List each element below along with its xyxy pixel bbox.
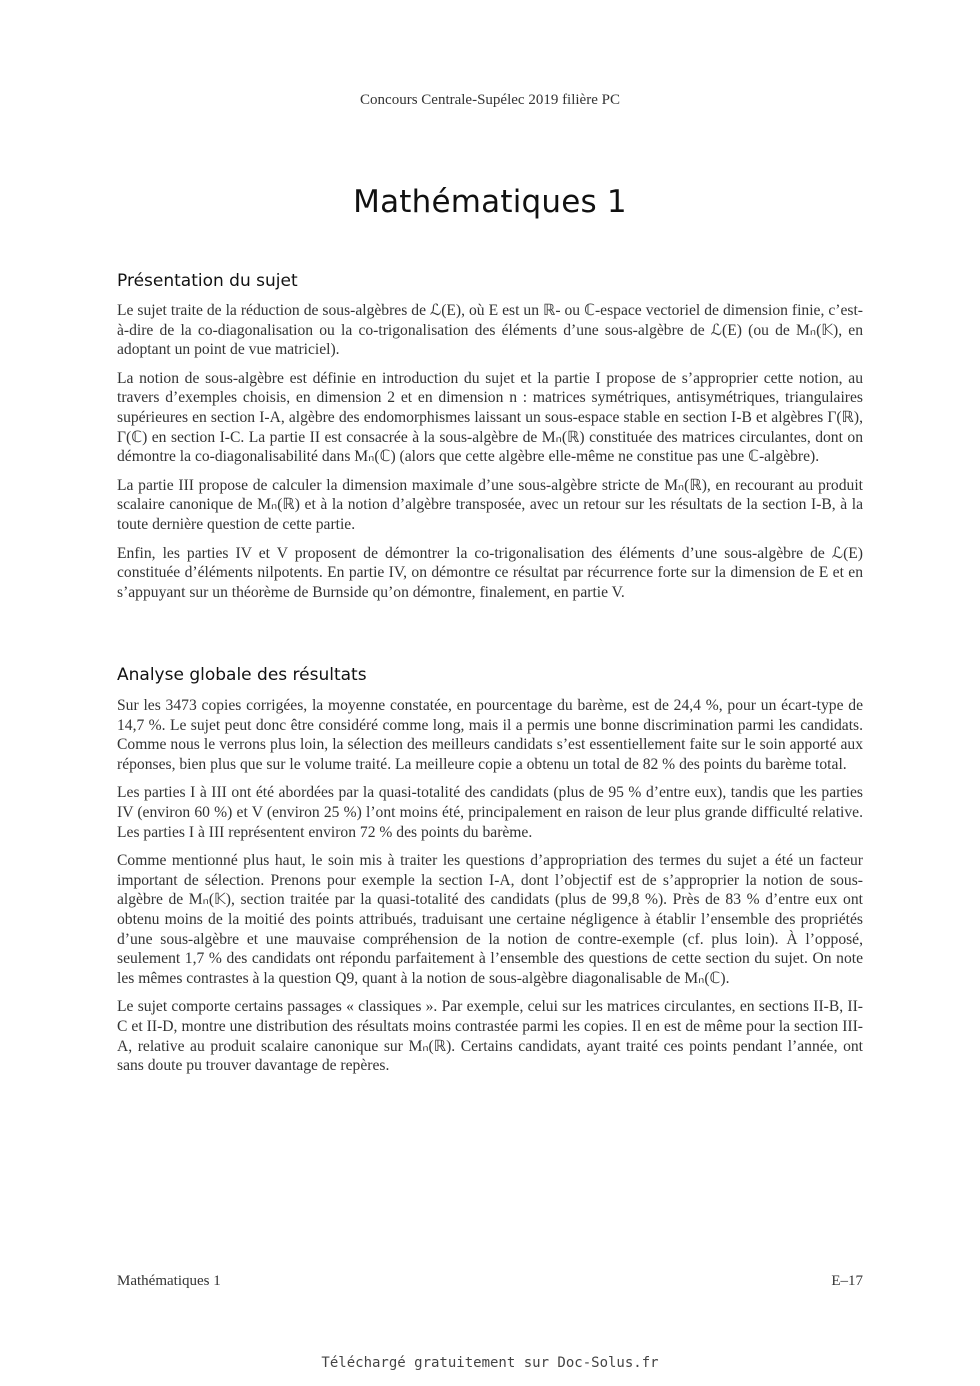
page-title: Mathématiques 1 (353, 184, 627, 220)
paragraph: Les parties I à III ont été abordées par la quasi-totalité des candidats (plus de 95 % d’entre eux), tandis que les parties IV (environ 60 %) et V (environ 25 %) l’ont moins été, principalement en raison de leur plus grande difficulté relative. Les parties I à III représentent environ 72 % des points du barème. (117, 784, 863, 841)
paragraph: La partie III propose de calculer la dimension maximale d’une sous-algèbre stricte de Mₙ(ℝ), en recourant au produit scalaire canonique de Mₙ(ℝ) et à la notion d’algèbre transposée, avec un retour sur les résultats de la section I-B, à la toute dernière question de cette partie. (117, 476, 863, 533)
section-body-analyse (117, 696, 863, 1085)
download-note: Téléchargé gratuitement sur Doc-Solus.fr (321, 1355, 659, 1371)
paragraph: La notion de sous-algèbre est définie en introduction du sujet et la partie I propose de s’approprier cette notion, au travers d’exemples choisis, en dimension 2 et en dimension n : matrices symétriques, antisymétriques, triangulaires supérieures en section I-A, algèbre des endomorphismes laissant un sous-espace stable en section I-B et algèbres Γ(ℝ), Γ(ℂ) en section I-C. La partie II est consacrée à la sous-algèbre de Mₙ(ℝ) constituée des matrices circulantes, dont on démontre la co-diagonalisabilité dans Mₙ(ℂ) (alors que cette algèbre elle-même ne constitue pas une ℂ-algèbre). (117, 369, 863, 466)
running-head: Concours Centrale-Supélec 2019 filière PC (360, 92, 620, 108)
footer-subject: Mathématiques 1 (117, 1273, 221, 1289)
section-heading-analyse: Analyse globale des résultats (117, 665, 367, 685)
section-body-presentation (117, 301, 863, 611)
paragraph: Sur les 3473 copies corrigées, la moyenne constatée, en pourcentage du barème, est de 24,4 %, pour un écart-type de 14,7 %. Le sujet peut donc être considéré comme long, mais il a permis une bonne discrimination parmi les candidats. Comme nous le verrons plus loin, la sélection des meilleurs candidats s’est essentiellement faite sur le soin apporté aux réponses, bien plus que sur le volume traité. La meilleure copie a obtenu un total de 82 % des points du barème total. (117, 697, 863, 773)
paragraph: Comme mentionné plus haut, le soin mis à traiter les questions d’appropriation des termes du sujet a été un facteur important de sélection. Prenons pour exemple la section I-A, dont l’objectif est de s’approprier la notion de sous-algèbre de Mₙ(𝕂), section traitée par la quasi-totalité des candidats (plus de 99,8 %). Près de 83 % d’entre eux ont obtenu moins de la moitié des points attribués, traduisant une certaine négligence à établir l’ensemble des propriétés d’une sous-algèbre et une mauvaise compréhension de la notion de contre-exemple (cf. plus loin). À l’opposé, seulement 1,7 % des candidats ont répondu parfaitement à l’ensemble des questions de cette section du sujet. On note les mêmes contrastes à la question Q9, quant à la notion de sous-algèbre diagonalisable de Mₙ(ℂ). (117, 852, 863, 987)
paragraph: Enfin, les parties IV et V proposent de démontrer la co-trigonalisation des éléments d’une sous-algèbre de ℒ(E) constituée d’éléments nilpotents. En partie IV, on démontre ce résultat par récurrence forte sur la dimension de E et en s’appuyant sur un théorème de Burnside qu’on démontre, finalement, en partie V. (117, 544, 863, 601)
page-number: E–17 (831, 1273, 863, 1289)
section-heading-presentation: Présentation du sujet (117, 271, 298, 291)
paragraph: Le sujet traite de la réduction de sous-algèbres de ℒ(E), où E est un ℝ- ou ℂ-espace vectoriel de dimension finie, c’est-à-dire de la co-diagonalisation ou la co-trigonalisation des éléments d’une sous-algèbre de ℒ(E) (ou de Mₙ(𝕂), en adoptant un point de vue matriciel). (117, 302, 863, 359)
paragraph: Le sujet comporte certains passages « classiques ». Par exemple, celui sur les matrices circulantes, en sections II-B, II-C et II-D, montre une distribution des résultats moins contrastée parmi les copies. Il en est de même pour la section III-A, relative au produit scalaire canonique sur Mₙ(ℝ). Certains candidats, ayant traité ces points pendant l’année, ont sans doute pu trouver davantage de repères. (117, 998, 863, 1075)
